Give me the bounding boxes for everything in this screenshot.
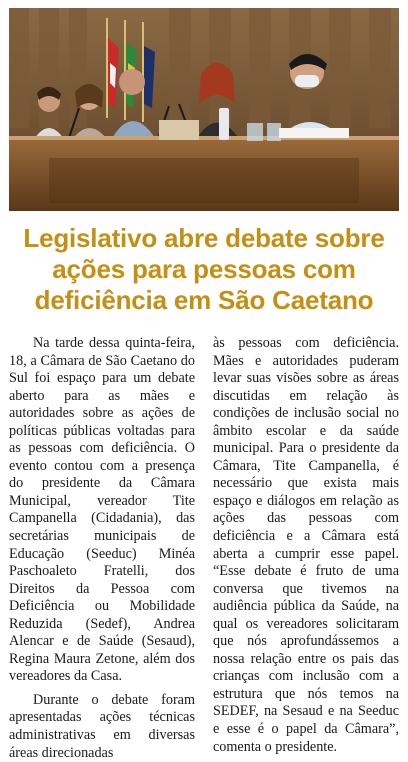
paragraph: Durante o debate foram apresentadas ações técnicas administrativas em diversas áreas direcionadas [9, 691, 195, 761]
article-column-right [213, 335, 399, 756]
article-column-left [9, 335, 195, 762]
paragraph: às pessoas com deficiência. Mães e autoridades puderam levar suas visões sobre as áreas discutidas em relação às condições de inclusão social no âmbito escolar e da saúde municipal. Para o presidente da Câmara, Tite Campanella, é necessário que exista mais espaço e diálogos em relação as ações das pessoas com deficiência e a Câmara está aberta a cumprir esse papel. “Esse debate é fruto de uma conversa que tivemos na audiência pública da Saúde, na qual os vereadores solicitaram que nós aprofundássemos a nossa relação entre os pais das crianças com inclusão com a estrutura que nós temos na SEDEF, na Sesaud e na Seeduc e esse é o papel da Câmara”, comenta o presidente. [213, 335, 399, 755]
paragraph: Na tarde dessa quinta-feira, 18, a Câmara de São Caetano do Sul foi espaço para um debate aberto para as mães e autoridades sobre as ações de políticas públicas voltadas para as pessoas com deficiência. O evento contou com a presença do presidente da Câmara Municipal, vereador Tite Campanella (Cidadania), das secretárias municipais de Educação (Seeduc) Minéa Paschoaleto Fratelli, dos Direitos da Pessoa com Deficiência ou Mobilidade Reduzida (Sedef), Andrea Alencar e de Saúde (Sesaud), Regina Maura Zetone, além dos vereadores da Casa. [9, 335, 195, 685]
news-photo [9, 8, 399, 211]
headline: Legislativo abre debate sobre ações para pessoas com deficiência em São Caetano [23, 223, 385, 315]
news-photo-illustration [9, 8, 399, 211]
